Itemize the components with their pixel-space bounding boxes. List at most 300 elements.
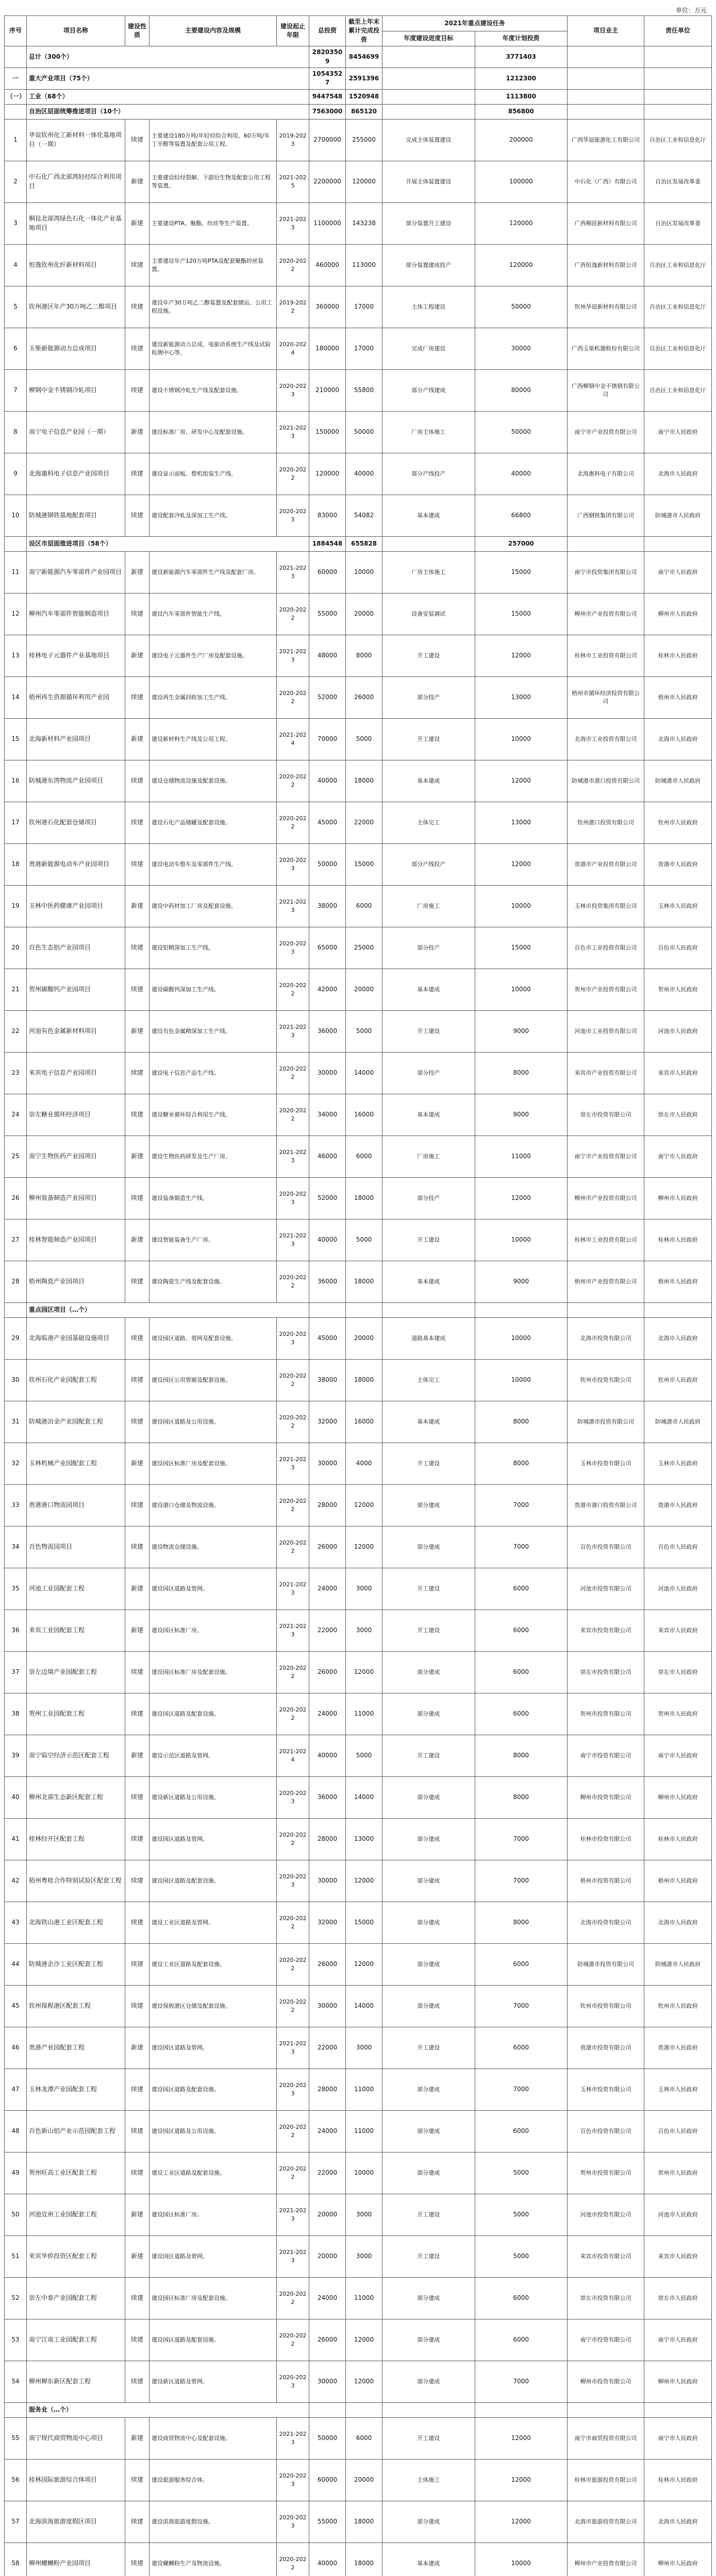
row-seq: 16 [5,760,27,802]
row-seq: 48 [5,2110,27,2152]
row-nature: 续建 [125,1052,149,1094]
row-content: 建设园区道路及公用设施。 [149,1401,277,1443]
row-plan-investment: 15000 [475,551,568,593]
category-seq [5,1302,27,1317]
row-seq: 23 [5,1052,27,1094]
row-nature: 续建 [125,2459,149,2501]
row-total-investment: 24000 [309,2277,346,2319]
row-nature: 续建 [125,119,149,161]
row-plan-investment: 8000 [475,1401,568,1443]
row-project-name: 来宾电子信息产业园项目 [27,1052,125,1094]
category-seq [5,536,27,551]
table-row [5,453,712,495]
row-seq: 56 [5,2459,27,2501]
row-completed: 15000 [346,843,382,885]
row-content: 建设园区标准厂房。 [149,2194,277,2235]
row-seq: 25 [5,1136,27,1177]
row-plan-investment: 9000 [475,1094,568,1136]
row-years: 2021-2023 [277,202,309,244]
row-nature: 新建 [125,202,149,244]
row-total-investment: 40000 [309,2543,346,2576]
row-nature: 新建 [125,718,149,760]
table-row [5,495,712,536]
row-seq: 44 [5,1943,27,1985]
category-completed [346,1302,382,1317]
table-row [5,635,712,676]
row-completed: 120000 [346,161,382,202]
category-progress-empty [382,2402,475,2417]
row-owner: 广西玉柴机器股份有限公司 [568,328,644,369]
category-seq [5,46,27,68]
row-years: 2020-2022 [277,1818,309,1860]
row-owner: 钦州港口投资有限公司 [568,802,644,843]
row-completed: 50000 [346,411,382,453]
row-total-investment: 24000 [309,2110,346,2152]
row-seq: 33 [5,1484,27,1526]
row-project-name: 梧州陶瓷产业园项目 [27,1261,125,1302]
row-content: 建设商贸物流中心及配套设施。 [149,2417,277,2459]
row-nature: 新建 [125,635,149,676]
row-total-investment: 36000 [309,1010,346,1052]
row-total-investment: 65000 [309,927,346,969]
category-plan-investment [475,2402,568,2417]
row-project-name: 桂林电子元器件产业基地项目 [27,635,125,676]
row-total-investment: 22000 [309,2152,346,2194]
row-progress: 部分建成 [382,1902,475,1943]
row-plan-investment: 50000 [475,286,568,328]
row-years: 2020-2022 [277,1526,309,1568]
row-total-investment: 26000 [309,2319,346,2361]
subcategory-row [5,1302,712,1317]
row-progress: 开工建设 [382,1219,475,1261]
row-progress: 部分建成 [382,2501,475,2543]
row-project-name: 桂林智能制造产业园项目 [27,1219,125,1261]
row-dept: 南宁市人民政府 [644,551,712,593]
category-total-investment: 7563000 [309,104,346,119]
row-nature: 新建 [125,2027,149,2069]
row-completed: 22000 [346,802,382,843]
row-plan-investment: 10000 [475,1317,568,1359]
row-total-investment: 32000 [309,1401,346,1443]
table-row [5,2361,712,2402]
row-years: 2020-2023 [277,1177,309,1219]
row-nature: 续建 [125,1177,149,1219]
table-row [5,843,712,885]
row-owner: 广西华谊能源化工有限公司 [568,119,644,161]
row-nature: 续建 [125,927,149,969]
row-plan-investment: 11000 [475,1136,568,1177]
row-total-investment: 28000 [309,1484,346,1526]
row-completed: 5000 [346,718,382,760]
row-dept: 桂林市人民政府 [644,635,712,676]
row-years: 2021-2023 [277,635,309,676]
row-completed: 18000 [346,1261,382,1302]
row-nature: 续建 [125,1651,149,1693]
row-plan-investment: 50000 [475,411,568,453]
row-content: 建设新区道路及管网。 [149,2361,277,2402]
row-owner: 钦州市投资有限公司 [568,1985,644,2027]
row-plan-investment: 8000 [475,1443,568,1484]
row-seq: 19 [5,885,27,927]
row-completed: 143238 [346,202,382,244]
row-plan-investment: 15000 [475,593,568,635]
row-content: 建设显示面板、整机组装生产线。 [149,453,277,495]
table-row [5,551,712,593]
row-dept: 防城港市人民政府 [644,495,712,536]
row-content: 建设有色金属精深加工生产线。 [149,1010,277,1052]
row-nature: 续建 [125,760,149,802]
row-total-investment: 52000 [309,676,346,718]
row-progress: 厂房施工 [382,1136,475,1177]
row-owner: 梧州市投资有限公司 [568,1860,644,1902]
category-dept-empty [644,1302,712,1317]
row-years: 2020-2023 [277,2501,309,2543]
table-row [5,2235,712,2277]
row-completed: 12000 [346,2361,382,2402]
row-content: 建设年产30万吨乙二醇装置及配套储运、公用工程设施。 [149,286,277,328]
row-progress: 基本建成 [382,1094,475,1136]
table-row [5,286,712,328]
header-plan-investment: 年度计划投资 [475,31,568,46]
row-project-name: 崇左糖业循环经济项目 [27,1094,125,1136]
row-seq: 49 [5,2152,27,2194]
row-total-investment: 28000 [309,2069,346,2110]
category-progress-empty [382,536,475,551]
row-owner: 来宾市投资有限公司 [568,1609,644,1651]
row-total-investment: 22000 [309,2027,346,2069]
category-name: 总计（300个） [27,46,309,68]
row-seq: 2 [5,161,27,202]
row-nature: 续建 [125,2543,149,2576]
row-dept: 北海市人民政府 [644,1902,712,1943]
row-owner: 贵港市产业投资有限公司 [568,843,644,885]
row-owner: 北海市工业投资有限公司 [568,718,644,760]
row-content: 建设园区标准厂房及配套设施。 [149,1651,277,1693]
row-completed: 17000 [346,328,382,369]
row-project-name: 柳州柳东新区配套工程 [27,2361,125,2402]
row-dept: 河池市人民政府 [644,1010,712,1052]
row-nature: 新建 [125,2194,149,2235]
row-progress: 开工建设 [382,1568,475,1609]
row-project-name: 桐昆北部湾绿色石化一体化产业基地项目 [27,202,125,244]
row-project-name: 贺州工业园配套工程 [27,1693,125,1735]
row-owner: 广西钢铁集团有限公司 [568,495,644,536]
header-seq: 序号 [5,16,27,46]
row-project-name: 崇左边境产业园配套工程 [27,1651,125,1693]
category-seq: （一） [5,89,27,104]
row-plan-investment: 10000 [475,969,568,1010]
row-completed: 18000 [346,1359,382,1401]
row-seq: 12 [5,593,27,635]
table-row [5,593,712,635]
row-owner: 玉林市投资集团有限公司 [568,885,644,927]
row-project-name: 百色新山铝产业示范园配套工程 [27,2110,125,2152]
row-project-name: 桂林经开区配套工程 [27,1818,125,1860]
category-dept-empty [644,46,712,68]
row-nature: 新建 [125,1010,149,1052]
row-progress: 部分建成 [382,1985,475,2027]
subcategory-row [5,536,712,551]
row-dept: 贺州市人民政府 [644,969,712,1010]
table-row [5,2417,712,2459]
category-progress-empty [382,67,475,89]
row-project-name: 贺州旺高工业区配套工程 [27,2152,125,2194]
row-plan-investment: 10000 [475,718,568,760]
row-plan-investment: 80000 [475,369,568,411]
row-seq: 35 [5,1568,27,1609]
row-content: 建设新材料生产线及公用工程。 [149,718,277,760]
row-years: 2020-2022 [277,244,309,286]
row-progress: 主体工程建设 [382,286,475,328]
project-table [4,15,712,2576]
row-content: 建设园区道路及配套设施。 [149,1693,277,1735]
row-owner: 百色市工业投资有限公司 [568,927,644,969]
row-seq: 27 [5,1219,27,1261]
row-completed: 12000 [346,1860,382,1902]
row-progress: 开工建设 [382,1010,475,1052]
row-plan-investment: 6000 [475,2027,568,2069]
row-project-name: 河池宜州工业园配套工程 [27,2194,125,2235]
row-dept: 柳州市人民政府 [644,1776,712,1818]
category-dept-empty [644,67,712,89]
row-completed: 20000 [346,593,382,635]
row-completed: 40000 [346,453,382,495]
row-progress: 部分建成 [382,1651,475,1693]
row-progress: 基本建成 [382,1401,475,1443]
row-plan-investment: 6000 [475,2319,568,2361]
row-years: 2021-2024 [277,1735,309,1776]
row-dept: 南宁市人民政府 [644,2417,712,2459]
row-project-name: 崇左中泰产业园配套工程 [27,2277,125,2319]
row-years: 2020-2022 [277,453,309,495]
row-completed: 18000 [346,2501,382,2543]
row-nature: 续建 [125,1359,149,1401]
row-dept: 贵港市人民政府 [644,843,712,885]
row-content: 主要建设年产120万吨PTA及配套聚酯纺丝装置。 [149,244,277,286]
row-seq: 21 [5,969,27,1010]
row-total-investment: 83000 [309,495,346,536]
row-dept: 防城港市人民政府 [644,1943,712,1985]
row-progress: 部分投产 [382,676,475,718]
row-project-name: 百色生态铝产业园项目 [27,927,125,969]
row-owner: 防城港市投资有限公司 [568,1943,644,1985]
row-dept: 河池市人民政府 [644,1568,712,1609]
row-content: 建设园区道路、管网及配套设施。 [149,1317,277,1359]
row-progress: 主体施工 [382,2459,475,2501]
row-project-name: 防城港冶金产业园配套工程 [27,1401,125,1443]
row-total-investment: 36000 [309,1776,346,1818]
row-dept: 崇左市人民政府 [644,1651,712,1693]
row-project-name: 钦州石化产业园配套工程 [27,1359,125,1401]
table-row [5,369,712,411]
row-total-investment: 46000 [309,1136,346,1177]
row-plan-investment: 6000 [475,1609,568,1651]
row-total-investment: 1100000 [309,202,346,244]
table-row [5,1860,712,1902]
row-completed: 3000 [346,2194,382,2235]
row-owner: 钦州市投资有限公司 [568,1359,644,1401]
row-completed: 14000 [346,1052,382,1094]
row-years: 2020-2022 [277,1985,309,2027]
row-completed: 12000 [346,1943,382,1985]
row-total-investment: 40000 [309,1735,346,1776]
row-content: 建设新能源动力总成、电驱动系统生产线及试验检测中心等。 [149,328,277,369]
row-project-name: 贵港产业园配套工程 [27,2027,125,2069]
row-years: 2020-2023 [277,2069,309,2110]
row-project-name: 玉林中医药健康产业园项目 [27,885,125,927]
row-nature: 续建 [125,843,149,885]
category-owner-empty [568,1302,644,1317]
row-nature: 续建 [125,1261,149,1302]
row-nature: 续建 [125,453,149,495]
row-project-name: 钦州保税港区配套工程 [27,1985,125,2027]
header-content: 主要建设内容及规模 [149,16,277,46]
row-completed: 25000 [346,927,382,969]
row-dept: 防城港市人民政府 [644,760,712,802]
table-row [5,244,712,286]
row-owner: 钦州华谊新材料有限公司 [568,286,644,328]
row-owner: 防城港市投资有限公司 [568,1401,644,1443]
row-seq: 47 [5,2069,27,2110]
row-progress: 开工建设 [382,1735,475,1776]
row-plan-investment: 7000 [475,1860,568,1902]
row-dept: 玉林市人民政府 [644,2069,712,2110]
row-nature: 续建 [125,328,149,369]
category-plan-investment: 856800 [475,104,568,119]
row-years: 2021-2023 [277,2235,309,2277]
row-years: 2020-2022 [277,2110,309,2152]
table-row [5,1985,712,2027]
row-owner: 贺州市投资有限公司 [568,1693,644,1735]
row-project-name: 柳州北部生态新区配套工程 [27,1776,125,1818]
row-completed: 11000 [346,1693,382,1735]
row-content: 建设不锈钢冷轧生产线及配套设施。 [149,369,277,411]
table-row [5,1094,712,1136]
row-project-name: 来宾华侨投资区配套工程 [27,2235,125,2277]
row-owner: 百色市投资有限公司 [568,1526,644,1568]
row-project-name: 河池工业园配套工程 [27,1568,125,1609]
category-row [5,89,712,104]
row-years: 2020-2023 [277,2361,309,2402]
row-completed: 3000 [346,2027,382,2069]
row-completed: 11000 [346,2277,382,2319]
row-plan-investment: 12000 [475,2459,568,2501]
table-row [5,1177,712,1219]
row-seq: 57 [5,2501,27,2543]
category-row [5,46,712,68]
row-completed: 6000 [346,1136,382,1177]
table-row [5,2501,712,2543]
row-owner: 北海市投资有限公司 [568,1902,644,1943]
row-content: 建设工业区道路及管网。 [149,1902,277,1943]
row-progress: 基本建成 [382,2543,475,2576]
row-nature: 新建 [125,551,149,593]
row-completed: 20000 [346,969,382,1010]
row-owner: 北海市投资有限公司 [568,1317,644,1359]
row-progress: 部分投产 [382,1052,475,1094]
row-dept: 钦州市人民政府 [644,1985,712,2027]
row-plan-investment: 40000 [475,453,568,495]
row-completed: 14000 [346,1776,382,1818]
row-progress: 主体完工 [382,1359,475,1401]
table-row [5,1443,712,1484]
row-dept: 梧州市人民政府 [644,1860,712,1902]
row-progress: 开工建设 [382,2235,475,2277]
row-progress: 开工建设 [382,635,475,676]
row-owner: 北海惠科电子有限公司 [568,453,644,495]
row-progress: 完成主体装置建设 [382,119,475,161]
row-years: 2020-2022 [277,2152,309,2194]
row-years: 2020-2023 [277,843,309,885]
row-completed: 18000 [346,1177,382,1219]
row-progress: 部分产线投产 [382,453,475,495]
category-dept-empty [644,104,712,119]
row-content: 建设示范区道路及管网。 [149,1735,277,1776]
row-owner: 柳州市产业投资有限公司 [568,593,644,635]
row-progress: 基本建成 [382,969,475,1010]
category-total-investment [309,2402,346,2417]
row-project-name: 梧州再生资源循环利用产业园 [27,676,125,718]
row-progress: 设备安装调试 [382,593,475,635]
category-owner-empty [568,46,644,68]
unit-note: 单位：万元 [675,7,707,14]
row-dept: 河池市人民政府 [644,2194,712,2235]
row-progress: 部分投产 [382,1177,475,1219]
row-total-investment: 50000 [309,2417,346,2459]
row-plan-investment: 12000 [475,1177,568,1219]
row-dept: 桂林市人民政府 [644,2459,712,2501]
row-dept: 桂林市人民政府 [644,1219,712,1261]
row-content: 建设新能源汽车零部件生产线及配套厂房。 [149,551,277,593]
row-nature: 续建 [125,1094,149,1136]
row-years: 2020-2022 [277,969,309,1010]
row-nature: 新建 [125,1735,149,1776]
row-total-investment: 210000 [309,369,346,411]
row-seq: 54 [5,2361,27,2402]
row-plan-investment: 5000 [475,2235,568,2277]
subcategory-row [5,2402,712,2417]
row-project-name: 北海铁山港工业区配套工程 [27,1902,125,1943]
row-seq: 40 [5,1776,27,1818]
row-progress: 部分装置建成投产 [382,244,475,286]
row-dept: 北海市人民政府 [644,718,712,760]
row-dept: 柳州市人民政府 [644,2543,712,2576]
row-years: 2021-2023 [277,1609,309,1651]
row-content: 建设园区标准厂房。 [149,1609,277,1651]
row-dept: 梧州市人民政府 [644,676,712,718]
row-completed: 20000 [346,1317,382,1359]
row-project-name: 梧州粤桂合作特别试验区配套工程 [27,1860,125,1902]
row-plan-investment: 7000 [475,1484,568,1526]
row-project-name: 贵港新能源电动车产业园项目 [27,843,125,885]
row-content: 建设工业区道路及配套设施。 [149,2152,277,2194]
row-content: 主要建设PTA、聚酯、纺丝等生产装置。 [149,202,277,244]
row-dept: 来宾市人民政府 [644,1609,712,1651]
category-seq: 一 [5,67,27,89]
category-completed: 865120 [346,104,382,119]
row-nature: 续建 [125,244,149,286]
row-completed: 5000 [346,1219,382,1261]
row-project-name: 防城港东湾物流产业园项目 [27,760,125,802]
header-plan-group: 2021年重点建设任务 [382,16,568,31]
row-project-name: 南宁江南工业园配套工程 [27,2319,125,2361]
row-total-investment: 70000 [309,718,346,760]
row-dept: 百色市人民政府 [644,2110,712,2152]
row-years: 2020-2022 [277,1693,309,1735]
table-row [5,1609,712,1651]
row-plan-investment: 6000 [475,1568,568,1609]
row-years: 2020-2022 [277,1943,309,1985]
